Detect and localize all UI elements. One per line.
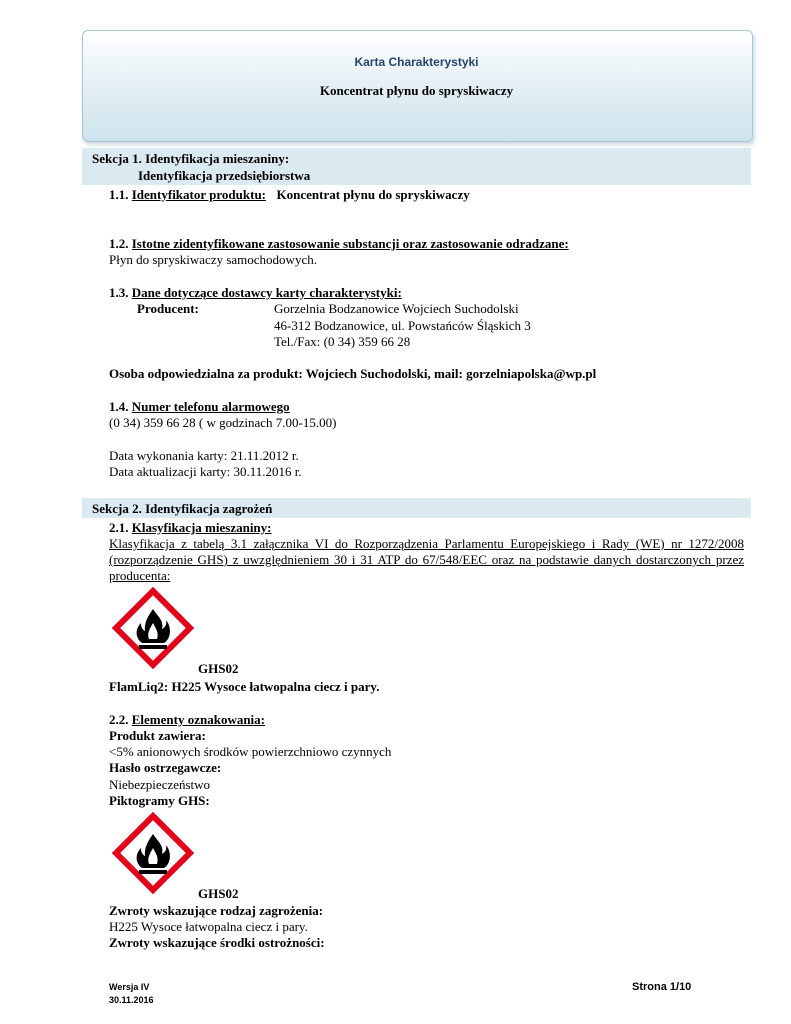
s21-number: 2.1. (109, 520, 129, 535)
s12-number: 1.2. (109, 236, 129, 251)
s11-label: Identyfikator produktu: (131, 187, 266, 202)
footer-page-number: Strona 1/10 (632, 981, 692, 993)
date-updated: Data aktualizacji karty: 30.11.2016 r. (109, 464, 302, 479)
s13-row (109, 285, 402, 301)
s11-value: Koncentrat płynu do spryskiwaczy (276, 187, 470, 202)
emergency-phone: (0 34) 359 66 28 ( w godzinach 7.00-15.00) (109, 415, 337, 430)
s11-row (109, 187, 470, 203)
pictograms-label: Piktogramy GHS: (109, 793, 210, 808)
date-created: Data wykonania karty: 21.11.2012 r. (109, 448, 299, 463)
s12-value: Płyn do spryskiwaczy samochodowych. (109, 252, 317, 267)
s14-number: 1.4. (109, 399, 129, 414)
flam-liq-classification: FlamLiq2: H225 Wysoce łatwopalna ciecz i pary. (109, 679, 380, 694)
producer-name: Gorzelnia Bodzanowice Wojciech Suchodolski (274, 301, 519, 316)
s13-label: Dane dotyczące dostawcy karty charakterystyki: (131, 285, 402, 300)
document-type-title: Karta Charakterystyki (354, 55, 479, 69)
producer-label: Producent: (137, 301, 199, 316)
section1-heading: Sekcja 1. Identyfikacja mieszaniny: (92, 151, 290, 166)
s21-classification-text: Klasyfikacja z tabelą 3.1 załącznika VI do Rozporządzenia Parlamentu Europejskiego i Rady (WE) nr 1272/2008 (rozporządzenie GHS) z uwzględnieniem 30 i 31 ATP do 67/548/EEC oraz na podstawie danych dostarczonych przez producenta: (109, 536, 744, 583)
s14-row (109, 399, 290, 415)
signal-word-value: Niebezpieczeństwo (109, 777, 211, 792)
product-title: Koncentrat płynu do spryskiwaczy (319, 83, 514, 98)
s21-row (109, 520, 272, 536)
ghs02-flame-icon (112, 812, 194, 894)
producer-phone: Tel./Fax: (0 34) 359 66 28 (274, 334, 411, 349)
precautionary-statements-label: Zwroty wskazujące środki ostrożności: (109, 935, 325, 950)
producer-address: 46-312 Bodzanowice, ul. Powstańców Śląskich 3 (274, 318, 531, 333)
responsible-person: Osoba odpowiedzialna za produkt: Wojciech Suchodolski, mail: gorzelniapolska@wp.pl (109, 366, 597, 381)
contains-label: Produkt zawiera: (109, 728, 206, 743)
section2-heading: Sekcja 2. Identyfikacja zagrożeń (92, 501, 273, 516)
s12-label: Istotne zidentyfikowane zastosowanie substancji oraz zastosowanie odradzane: (131, 236, 569, 251)
s12-row (109, 236, 569, 252)
signal-word-label: Hasło ostrzegawcze: (109, 760, 222, 775)
pictogram2-caption: GHS02 (198, 886, 239, 901)
footer-version: Wersja IV (109, 982, 150, 992)
s22-label: Elementy oznakowania: (131, 712, 265, 727)
hazard-statement: H225 Wysoce łatwopalna ciecz i pary. (109, 919, 308, 934)
footer-date: 30.11.2016 (109, 995, 154, 1005)
pictogram1-caption: GHS02 (198, 661, 239, 676)
s11-number: 1.1. (109, 187, 129, 202)
s13-number: 1.3. (109, 285, 129, 300)
ghs02-flame-icon (112, 587, 194, 669)
s22-row (109, 712, 265, 728)
contains-value: <5% anionowych środków powierzchniowo czynnych (109, 744, 392, 759)
hazard-statements-label: Zwroty wskazujące rodzaj zagrożenia: (109, 903, 324, 918)
s22-number: 2.2. (109, 712, 129, 727)
section1-heading-sub: Identyfikacja przedsiębiorstwa (138, 168, 311, 183)
s14-label: Numer telefonu alarmowego (131, 399, 290, 414)
s21-label: Klasyfikacja mieszaniny: (131, 520, 272, 535)
